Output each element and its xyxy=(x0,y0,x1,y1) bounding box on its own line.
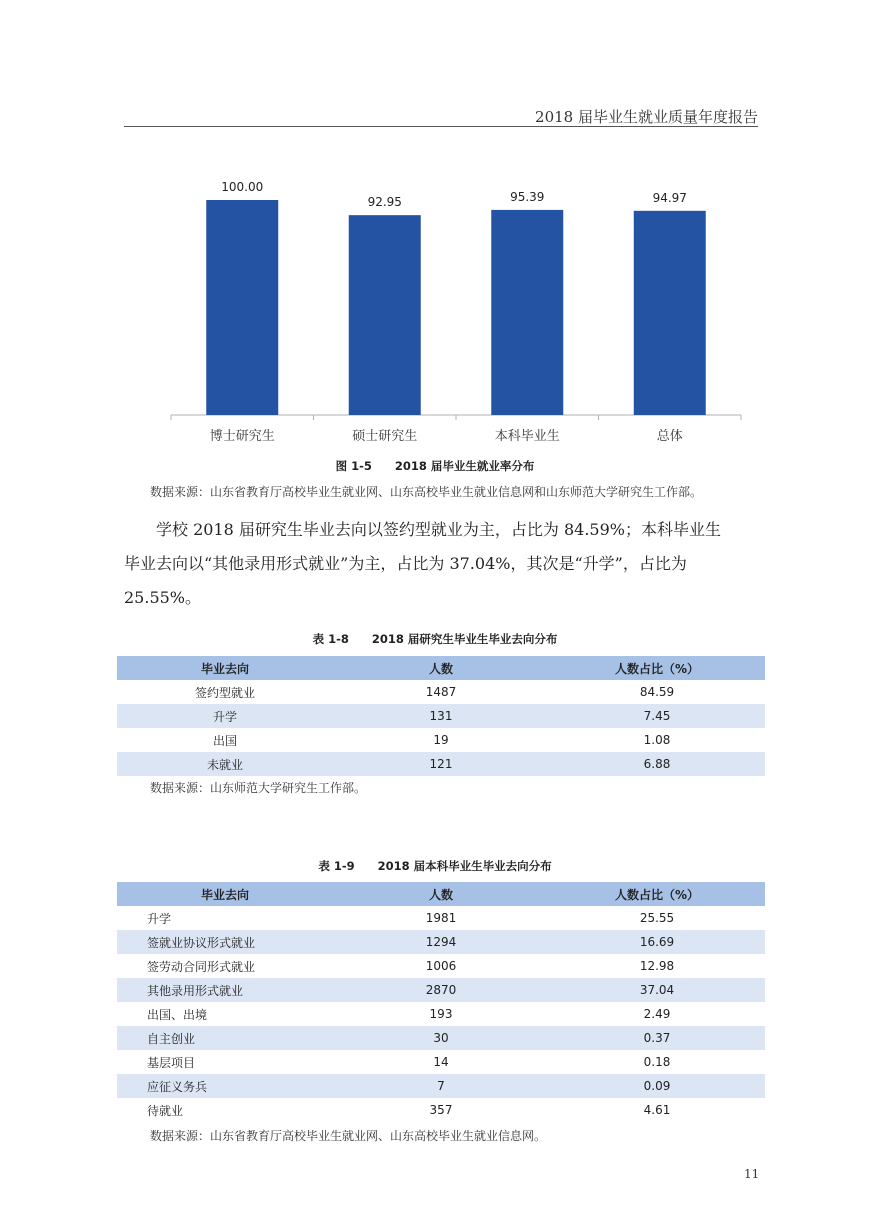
paragraph-line: 毕业去向以“其他录用形式就业”为主，占比为 37.04%，其次是“升学”，占比为 xyxy=(124,554,687,573)
body-paragraph xyxy=(124,513,754,615)
graduate-destination-table xyxy=(117,656,765,776)
table-row xyxy=(117,1002,765,1026)
data-label: 100.00 xyxy=(221,180,264,194)
data-label: 94.97 xyxy=(652,190,687,205)
count-cell: 1487 xyxy=(425,685,457,699)
percent-cell: 1.08 xyxy=(643,733,671,747)
paragraph-line: 学校 2018 届研究生毕业去向以签约型就业为主，占比为 84.59%；本科毕业生 xyxy=(156,520,721,539)
destination-cell: 未就业 xyxy=(117,752,333,776)
table-header-row xyxy=(117,656,765,680)
bar xyxy=(491,210,563,415)
category-label: 本科毕业生 xyxy=(494,429,560,444)
destination-cell: 出国、出境 xyxy=(147,1007,208,1022)
data-label: 95.39 xyxy=(510,189,545,204)
undergraduate-destination-table xyxy=(117,882,765,1122)
column-header: 毕业去向 xyxy=(117,882,333,906)
count-cell: 7 xyxy=(333,1074,549,1098)
page-number: 11 xyxy=(744,1167,760,1181)
percent-cell: 84.59 xyxy=(639,685,675,699)
column-header: 人数 xyxy=(333,656,549,680)
employment-rate-bar-chart xyxy=(0,0,870,450)
table-header-row xyxy=(117,882,765,906)
percent-cell: 0.09 xyxy=(549,1074,765,1098)
count-cell: 1006 xyxy=(425,959,457,973)
data-label: 92.95 xyxy=(367,195,402,210)
count-cell: 19 xyxy=(433,733,449,747)
destination-cell: 基层项目 xyxy=(147,1055,196,1070)
table-row xyxy=(117,704,765,728)
percent-cell: 4.61 xyxy=(643,1103,671,1117)
destination-cell: 自主创业 xyxy=(117,1026,333,1050)
column-header: 人数占比（%） xyxy=(549,882,765,906)
destination-cell: 签劳动合同形式就业 xyxy=(147,959,256,974)
table-row xyxy=(117,978,765,1002)
table-row xyxy=(117,1098,765,1122)
destination-cell: 签就业协议形式就业 xyxy=(117,930,333,954)
count-cell: 357 xyxy=(429,1103,453,1117)
count-cell: 193 xyxy=(429,1007,453,1021)
count-cell: 121 xyxy=(333,752,549,776)
destination-cell: 升学 xyxy=(147,911,172,926)
percent-cell: 16.69 xyxy=(549,930,765,954)
column-header: 毕业去向 xyxy=(117,656,333,680)
bar xyxy=(349,215,421,415)
table2-caption: 表 1-9 2018 届本科毕业生毕业去向分布 xyxy=(318,859,552,873)
figure-caption: 图 1-5 2018 届毕业生就业率分布 xyxy=(335,459,535,473)
destination-cell: 签约型就业 xyxy=(194,685,255,700)
percent-cell: 2.49 xyxy=(643,1007,671,1021)
destination-cell: 其他录用形式就业 xyxy=(117,978,333,1002)
destination-cell: 应征义务兵 xyxy=(117,1074,333,1098)
table-row xyxy=(117,1026,765,1050)
running-header-title: 2018 届毕业生就业质量年度报告 xyxy=(535,108,758,126)
percent-cell: 6.88 xyxy=(549,752,765,776)
bar xyxy=(206,200,278,415)
count-cell: 30 xyxy=(333,1026,549,1050)
figure-source: 数据来源：山东省教育厅高校毕业生就业网、山东高校毕业生就业信息网和山东师范大学研究生工作部。 xyxy=(150,485,703,499)
column-header: 人数 xyxy=(333,882,549,906)
paragraph-line: 25.55%。 xyxy=(124,588,202,607)
count-cell: 14 xyxy=(433,1055,449,1069)
percent-cell: 12.98 xyxy=(639,959,675,973)
count-cell: 2870 xyxy=(333,978,549,1002)
destination-cell: 待就业 xyxy=(147,1103,184,1118)
category-label: 总体 xyxy=(656,429,683,444)
table-row xyxy=(117,728,765,752)
percent-cell: 0.37 xyxy=(549,1026,765,1050)
destination-cell: 出国 xyxy=(212,733,237,748)
destination-cell: 升学 xyxy=(117,704,333,728)
category-label: 硕士研究生 xyxy=(352,429,418,444)
table-row xyxy=(117,1050,765,1074)
table1-caption: 表 1-8 2018 届研究生毕业生毕业去向分布 xyxy=(312,632,558,646)
table-row xyxy=(117,1074,765,1098)
percent-cell: 25.55 xyxy=(639,911,675,925)
table1-source: 数据来源：山东师范大学研究生工作部。 xyxy=(150,781,367,795)
table-row xyxy=(117,930,765,954)
table-row xyxy=(117,752,765,776)
category-label: 博士研究生 xyxy=(209,429,275,444)
percent-cell: 37.04 xyxy=(549,978,765,1002)
table-row xyxy=(117,954,765,978)
count-cell: 1981 xyxy=(425,911,457,925)
percent-cell: 7.45 xyxy=(549,704,765,728)
table-row xyxy=(117,680,765,704)
percent-cell: 0.18 xyxy=(643,1055,671,1069)
column-header: 人数占比（%） xyxy=(549,656,765,680)
table-row xyxy=(117,906,765,930)
table2-source: 数据来源：山东省教育厅高校毕业生就业网、山东高校毕业生就业信息网。 xyxy=(150,1129,547,1143)
count-cell: 1294 xyxy=(333,930,549,954)
bar xyxy=(634,211,706,415)
count-cell: 131 xyxy=(333,704,549,728)
